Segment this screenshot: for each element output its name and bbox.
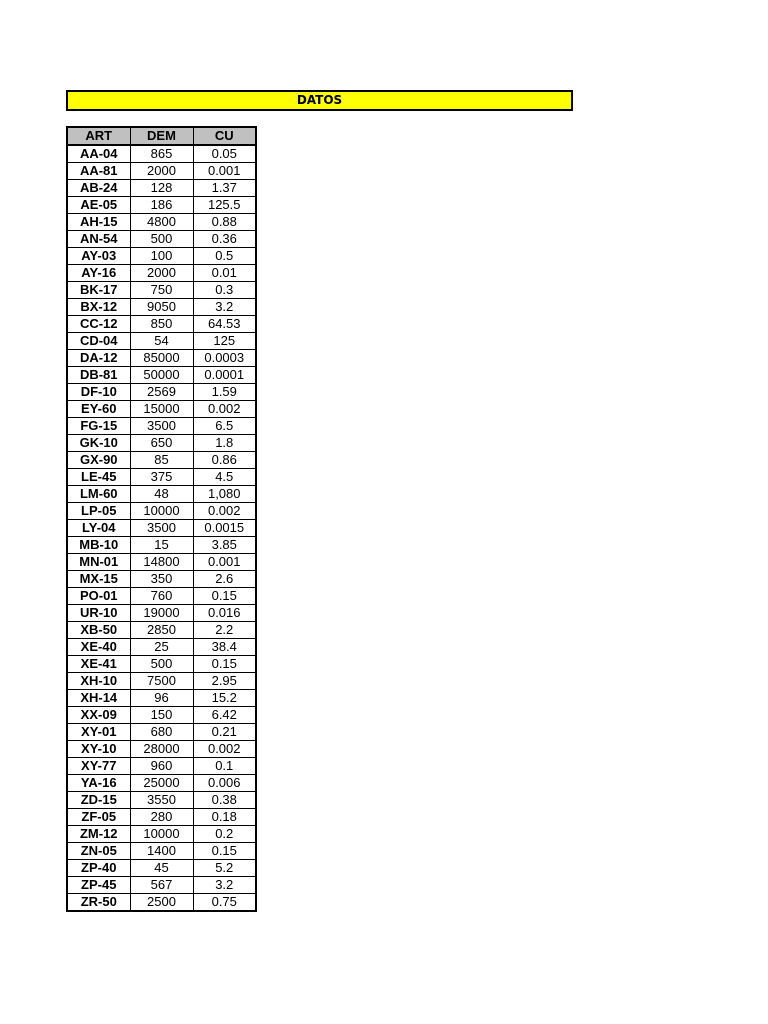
table-row: [67, 741, 256, 758]
cell-cu: 3.85: [193, 537, 256, 554]
cell-dem: 186: [130, 197, 193, 214]
cell-art: EY-60: [67, 401, 130, 418]
cell-dem: 3500: [130, 418, 193, 435]
table-header-row: [67, 127, 256, 145]
cell-dem: 14800: [130, 554, 193, 571]
cell-art: MN-01: [67, 554, 130, 571]
cell-dem: 128: [130, 180, 193, 197]
cell-art: LE-45: [67, 469, 130, 486]
cell-art: AH-15: [67, 214, 130, 231]
cell-dem: 100: [130, 248, 193, 265]
cell-art: XY-01: [67, 724, 130, 741]
cell-dem: 3500: [130, 520, 193, 537]
cell-art: CD-04: [67, 333, 130, 350]
cell-dem: 350: [130, 571, 193, 588]
cell-dem: 760: [130, 588, 193, 605]
table-row: [67, 792, 256, 809]
cell-art: UR-10: [67, 605, 130, 622]
cell-dem: 150: [130, 707, 193, 724]
cell-art: DB-81: [67, 367, 130, 384]
cell-cu: 0.05: [193, 145, 256, 163]
cell-art: LP-05: [67, 503, 130, 520]
cell-cu: 0.86: [193, 452, 256, 469]
table-row: [67, 469, 256, 486]
cell-dem: 375: [130, 469, 193, 486]
cell-cu: 0.5: [193, 248, 256, 265]
cell-cu: 0.18: [193, 809, 256, 826]
cell-art: ZP-40: [67, 860, 130, 877]
table-row: [67, 384, 256, 401]
cell-art: YA-16: [67, 775, 130, 792]
cell-cu: 1.59: [193, 384, 256, 401]
cell-art: LY-04: [67, 520, 130, 537]
cell-dem: 85: [130, 452, 193, 469]
cell-dem: 19000: [130, 605, 193, 622]
cell-cu: 0.21: [193, 724, 256, 741]
table-row: [67, 265, 256, 282]
cell-art: PO-01: [67, 588, 130, 605]
cell-cu: 0.0001: [193, 367, 256, 384]
cell-art: AA-81: [67, 163, 130, 180]
cell-cu: 125: [193, 333, 256, 350]
cell-art: ZN-05: [67, 843, 130, 860]
cell-art: ZF-05: [67, 809, 130, 826]
cell-art: AE-05: [67, 197, 130, 214]
cell-cu: 15.2: [193, 690, 256, 707]
table-row: [67, 248, 256, 265]
cell-cu: 6.5: [193, 418, 256, 435]
cell-dem: 2000: [130, 265, 193, 282]
table-row: [67, 401, 256, 418]
cell-cu: 0.006: [193, 775, 256, 792]
cell-dem: 54: [130, 333, 193, 350]
cell-dem: 50000: [130, 367, 193, 384]
cell-dem: 15: [130, 537, 193, 554]
table-row: [67, 843, 256, 860]
cell-art: XB-50: [67, 622, 130, 639]
table-row: [67, 571, 256, 588]
cell-art: CC-12: [67, 316, 130, 333]
cell-dem: 2569: [130, 384, 193, 401]
cell-dem: 567: [130, 877, 193, 894]
cell-art: DF-10: [67, 384, 130, 401]
table-row: [67, 860, 256, 877]
table-row: [67, 145, 256, 163]
table-row: [67, 163, 256, 180]
table-row: [67, 435, 256, 452]
cell-dem: 15000: [130, 401, 193, 418]
table-row: [67, 826, 256, 843]
cell-dem: 280: [130, 809, 193, 826]
cell-cu: 0.88: [193, 214, 256, 231]
table-row: [67, 673, 256, 690]
table-row: [67, 299, 256, 316]
table-row: [67, 622, 256, 639]
cell-cu: 0.016: [193, 605, 256, 622]
cell-cu: 1.37: [193, 180, 256, 197]
cell-art: ZD-15: [67, 792, 130, 809]
cell-dem: 1400: [130, 843, 193, 860]
cell-art: AN-54: [67, 231, 130, 248]
cell-dem: 2000: [130, 163, 193, 180]
cell-art: GK-10: [67, 435, 130, 452]
table-row: [67, 588, 256, 605]
table-row: [67, 537, 256, 554]
cell-cu: 0.3: [193, 282, 256, 299]
cell-cu: 0.15: [193, 843, 256, 860]
cell-cu: 0.36: [193, 231, 256, 248]
cell-art: XH-14: [67, 690, 130, 707]
cell-art: AY-03: [67, 248, 130, 265]
cell-dem: 500: [130, 656, 193, 673]
cell-art: XX-09: [67, 707, 130, 724]
table-row: [67, 775, 256, 792]
cell-dem: 10000: [130, 826, 193, 843]
cell-dem: 28000: [130, 741, 193, 758]
cell-cu: 0.001: [193, 554, 256, 571]
cell-dem: 25000: [130, 775, 193, 792]
cell-cu: 4.5: [193, 469, 256, 486]
cell-cu: 3.2: [193, 299, 256, 316]
cell-cu: 0.38: [193, 792, 256, 809]
cell-cu: 5.2: [193, 860, 256, 877]
table-row: [67, 656, 256, 673]
cell-dem: 9050: [130, 299, 193, 316]
cell-dem: 96: [130, 690, 193, 707]
cell-cu: 125.5: [193, 197, 256, 214]
table-row: [67, 231, 256, 248]
cell-art: AA-04: [67, 145, 130, 163]
column-header-cu: CU: [193, 127, 256, 145]
table-row: [67, 809, 256, 826]
cell-art: AY-16: [67, 265, 130, 282]
column-header-dem: DEM: [130, 127, 193, 145]
cell-art: XY-77: [67, 758, 130, 775]
table-row: [67, 452, 256, 469]
cell-art: XH-10: [67, 673, 130, 690]
cell-cu: 38.4: [193, 639, 256, 656]
table-row: [67, 316, 256, 333]
cell-art: BK-17: [67, 282, 130, 299]
cell-dem: 650: [130, 435, 193, 452]
cell-cu: 6.42: [193, 707, 256, 724]
table-row: [67, 877, 256, 894]
table-row: [67, 350, 256, 367]
cell-art: MB-10: [67, 537, 130, 554]
cell-art: AB-24: [67, 180, 130, 197]
table-row: [67, 605, 256, 622]
cell-cu: 0.01: [193, 265, 256, 282]
table-row: [67, 333, 256, 350]
cell-cu: 0.15: [193, 588, 256, 605]
cell-dem: 45: [130, 860, 193, 877]
table-row: [67, 758, 256, 775]
cell-cu: 0.0003: [193, 350, 256, 367]
cell-cu: 0.15: [193, 656, 256, 673]
cell-dem: 500: [130, 231, 193, 248]
cell-cu: 0.75: [193, 894, 256, 912]
table-row: [67, 894, 256, 912]
cell-dem: 10000: [130, 503, 193, 520]
cell-cu: 0.0015: [193, 520, 256, 537]
table-row: [67, 503, 256, 520]
cell-art: ZM-12: [67, 826, 130, 843]
cell-cu: 2.6: [193, 571, 256, 588]
table-body: [67, 145, 256, 911]
cell-dem: 4800: [130, 214, 193, 231]
cell-cu: 2.95: [193, 673, 256, 690]
cell-dem: 7500: [130, 673, 193, 690]
table-row: [67, 554, 256, 571]
cell-art: FG-15: [67, 418, 130, 435]
cell-cu: 64.53: [193, 316, 256, 333]
cell-dem: 2500: [130, 894, 193, 912]
cell-cu: 2.2: [193, 622, 256, 639]
table-row: [67, 724, 256, 741]
table-row: [67, 639, 256, 656]
cell-art: XY-10: [67, 741, 130, 758]
cell-dem: 750: [130, 282, 193, 299]
cell-dem: 850: [130, 316, 193, 333]
table-row: [67, 197, 256, 214]
cell-art: LM-60: [67, 486, 130, 503]
cell-dem: 3550: [130, 792, 193, 809]
cell-cu: 0.002: [193, 401, 256, 418]
table-row: [67, 418, 256, 435]
cell-art: BX-12: [67, 299, 130, 316]
cell-dem: 2850: [130, 622, 193, 639]
cell-cu: 1,080: [193, 486, 256, 503]
column-header-art: ART: [67, 127, 130, 145]
cell-art: DA-12: [67, 350, 130, 367]
cell-art: GX-90: [67, 452, 130, 469]
cell-dem: 85000: [130, 350, 193, 367]
cell-dem: 960: [130, 758, 193, 775]
cell-dem: 680: [130, 724, 193, 741]
table-row: [67, 690, 256, 707]
cell-cu: 0.001: [193, 163, 256, 180]
table-row: [67, 707, 256, 724]
datos-table: [66, 126, 257, 912]
table-row: [67, 180, 256, 197]
table-row: [67, 367, 256, 384]
table-row: [67, 520, 256, 537]
datos-title-bar: [66, 90, 573, 111]
cell-art: ZR-50: [67, 894, 130, 912]
cell-cu: 0.1: [193, 758, 256, 775]
cell-dem: 865: [130, 145, 193, 163]
datos-title: DATOS: [296, 93, 343, 107]
cell-art: MX-15: [67, 571, 130, 588]
cell-dem: 48: [130, 486, 193, 503]
cell-cu: 0.002: [193, 503, 256, 520]
cell-cu: 3.2: [193, 877, 256, 894]
table-row: [67, 214, 256, 231]
cell-cu: 0.2: [193, 826, 256, 843]
table-row: [67, 486, 256, 503]
cell-art: XE-40: [67, 639, 130, 656]
cell-dem: 25: [130, 639, 193, 656]
cell-art: ZP-45: [67, 877, 130, 894]
table-row: [67, 282, 256, 299]
cell-art: XE-41: [67, 656, 130, 673]
cell-cu: 0.002: [193, 741, 256, 758]
cell-cu: 1.8: [193, 435, 256, 452]
